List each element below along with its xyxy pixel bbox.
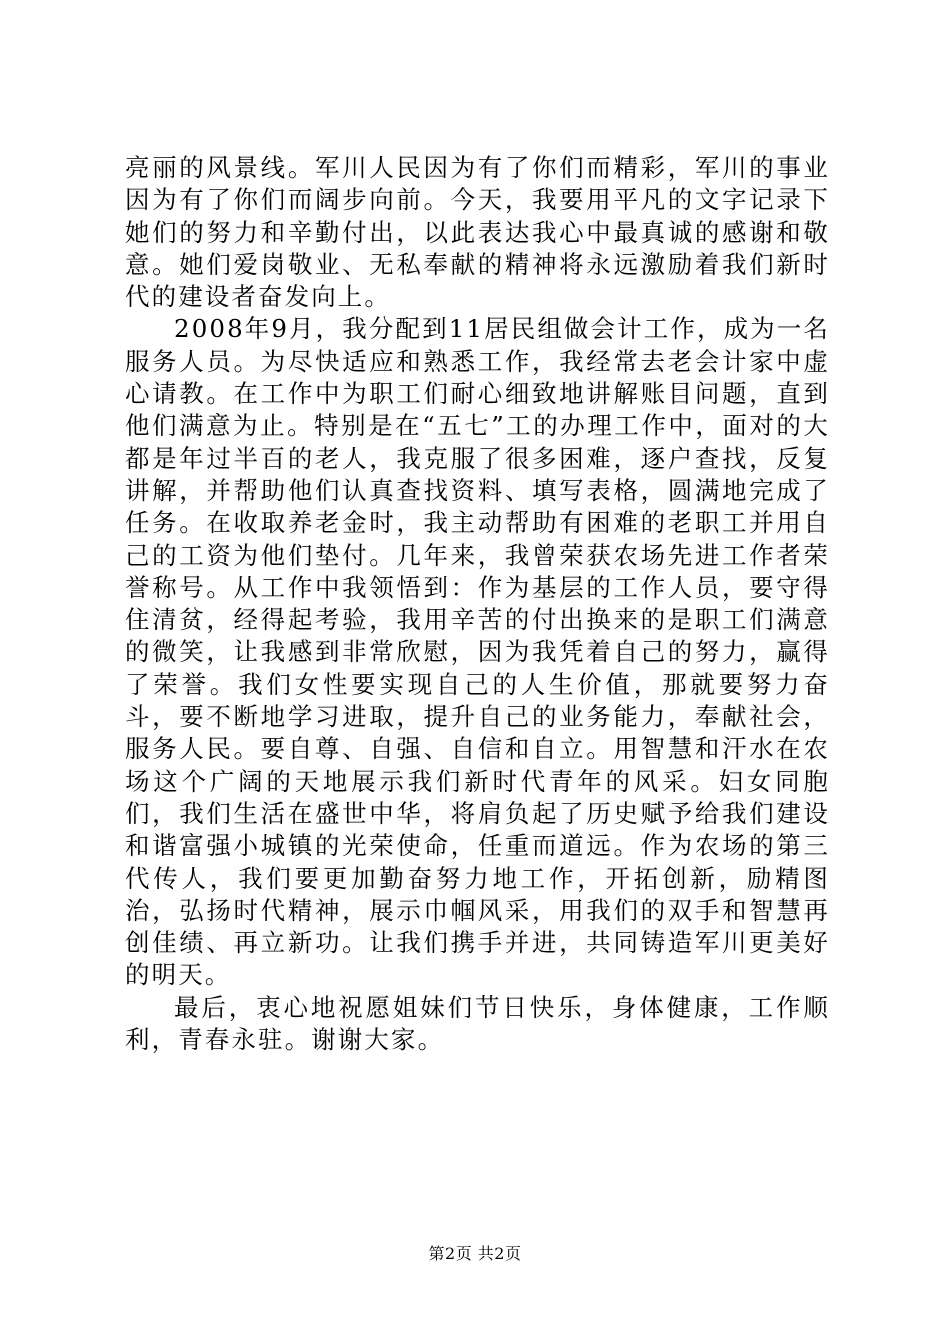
paragraph-continuation: 亮丽的风景线。军川人民因为有了你们而精彩，军川的事业因为有了你们而阔步向前。今天，我要用平凡的文字记录下她们的努力和辛勤付出，以此表达我心中最真诚的感谢和敬意。她们爱岗敬业、无私奉献的精神将永远激励着我们新时代的建设者奋发向上。 xyxy=(125,153,830,312)
document-body xyxy=(125,152,830,1056)
paragraph-work-experience: 2008年9月，我分配到11居民组做会计工作，成为一名服务人员。为尽快适应和熟悉工作，我经常去老会计家中虚心请教。在工作中为职工们耐心细致地讲解账目问题，直到他们满意为止。特别是在“五七”工的办理工作中，面对的大都是年过半百的老人，我克服了很多困难，逐户查找，反复讲解，并帮助他们认真查找资料、填写表格，圆满地完成了任务。在收取养老金时，我主动帮助有困难的老职工并用自己的工资为他们垫付。几年来，我曾荣获农场先进工作者荣誉称号。从工作中我领悟到：作为基层的工作人员，要守得住清贫，经得起考验，我用辛苦的付出换来的是职工们满意的微笑，让我感到非常欣慰，因为我凭着自己的努力，赢得了荣誉。我们女性要实现自己的人生价值，那就要努力奋斗，要不断地学习进取，提升自己的业务能力，奉献社会，服务人民。要自尊、自强、自信和自立。用智慧和汗水在农场这个广阔的天地展示我们新时代青年的风采。妇女同胞们，我们生活在盛世中华，将肩负起了历史赋予给我们建设和谐富强小城镇的光荣使命，任重而道远。作为农场的第三代传人，我们要更加勤奋努力地工作，开拓创新，励精图治，弘扬时代精神，展示巾帼风采，用我们的双手和智慧再创佳绩、再立新功。让我们携手并进，共同铸造军川更美好的明天。 xyxy=(125,314,830,990)
paragraph-closing-wishes: 最后，衷心地祝愿姐妹们节日快乐，身体健康，工作顺利，青春永驻。谢谢大家。 xyxy=(125,992,830,1055)
page-number-footer: 第2页 共2页 xyxy=(428,1244,522,1263)
